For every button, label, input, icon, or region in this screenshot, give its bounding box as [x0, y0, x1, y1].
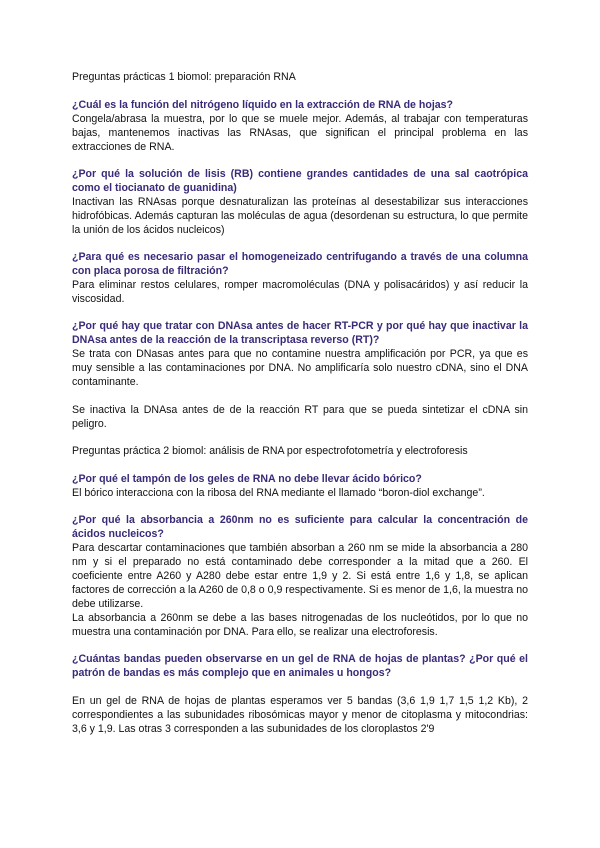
qa-block-7 [72, 652, 528, 736]
question-4: ¿Por qué hay que tratar con DNAsa antes de hacer RT-PCR y por qué hay que inactivar la DNAsa antes de la reacción de la transcriptasa reverso (RT)? [72, 320, 528, 346]
question-3: ¿Para qué es necesario pasar el homogeneizado centrifugando a través de una columna con placa porosa de filtración? [72, 251, 528, 277]
answer-3: Para eliminar restos celulares, romper macromoléculas (DNA y polisacáridos) y así reducir la viscosidad. [72, 279, 528, 305]
question-6: ¿Por qué la absorbancia a 260nm no es suficiente para calcular la concentración de ácidos nucleicos? [72, 514, 528, 540]
question-5: ¿Por qué el tampón de los geles de RNA no debe llevar ácido bórico? [72, 473, 422, 485]
qa-block-1 [72, 98, 528, 154]
answer-4b: Se inactiva la DNAsa antes de de la reacción RT para que se pueda sintetizar el cDNA sin peligro. [72, 404, 528, 430]
answer-5: El bórico interacciona con la ribosa del RNA mediante el llamado “boron-diol exchange”. [72, 487, 485, 499]
qa-block-4 [72, 319, 528, 431]
qa-block-6 [72, 513, 528, 639]
answer-7: En un gel de RNA de hojas de plantas esperamos ver 5 bandas (3,6 1,9 1,7 1,5 1,2 Kb), 2 correspondientes a las subunidades ribosómicas mayor y menor de citoplasma y mitocondrias: 3,6 y 1,9. Las otras 3 corresponden a las subunidades de los cloroplastos 2'9 [72, 695, 528, 735]
answer-6a: Para descartar contaminaciones que también absorban a 260 nm se mide la absorbancia a 280 nm y si el preparado no está contaminado debe corresponder a la mitad que a 260. El coeficiente entre A260 y A280 debe estar entre 1,9 y 2. Si está entre 1,6 y 1,8, se aplican factores de corrección a la A260 de 0,8 o 0,9 respectivamente. Si es menor de 1,6, la muestra no debe utilizarse. [72, 542, 528, 610]
qa-block-2 [72, 167, 528, 237]
answer-2: Inactivan las RNAsas porque desnaturalizan las proteínas al desestabilizar sus interacciones hidrofóbicas. Además capturan las moléculas de agua (desordenan su estructura, lo que permite la unión de los ácidos nucleicos) [72, 196, 528, 236]
answer-6b: La absorbancia a 260nm se debe a las bases nitrogenadas de los nucleótidos, por lo que no muestra una contaminación por DNA. Para ello, se realizar una electroforesis. [72, 612, 528, 638]
qa-block-3 [72, 250, 528, 306]
answer-1: Congela/abrasa la muestra, por lo que se muele mejor. Además, al trabajar con temperaturas bajas, mantenemos inactivas las RNAsas, que significan el principal problema en las extracciones de RNA. [72, 113, 528, 153]
section-1-title: Preguntas prácticas 1 biomol: preparación RNA [72, 71, 296, 83]
section-2-title: Preguntas práctica 2 biomol: análisis de RNA por espectrofotometría y electroforesis [72, 445, 468, 457]
answer-4a: Se trata con DNasas antes para que no contamine nuestra amplificación por PCR, ya que es muy sensible a las contaminaciones por DNA. No amplificaría solo nuestro cDNA, sino el DNA contaminante. [72, 348, 528, 388]
question-1: ¿Cuál es la función del nitrógeno líquido en la extracción de RNA de hojas? [72, 99, 454, 111]
question-7: ¿Cuántas bandas pueden observarse en un gel de RNA de hojas de plantas? ¿Por qué el patrón de bandas es más complejo que en animales u hongos? [72, 653, 528, 679]
question-2: ¿Por qué la solución de lisis (RB) contiene grandes cantidades de una sal caotrópica como el tiocianato de guanidina) [72, 168, 528, 194]
qa-block-5 [72, 472, 528, 500]
